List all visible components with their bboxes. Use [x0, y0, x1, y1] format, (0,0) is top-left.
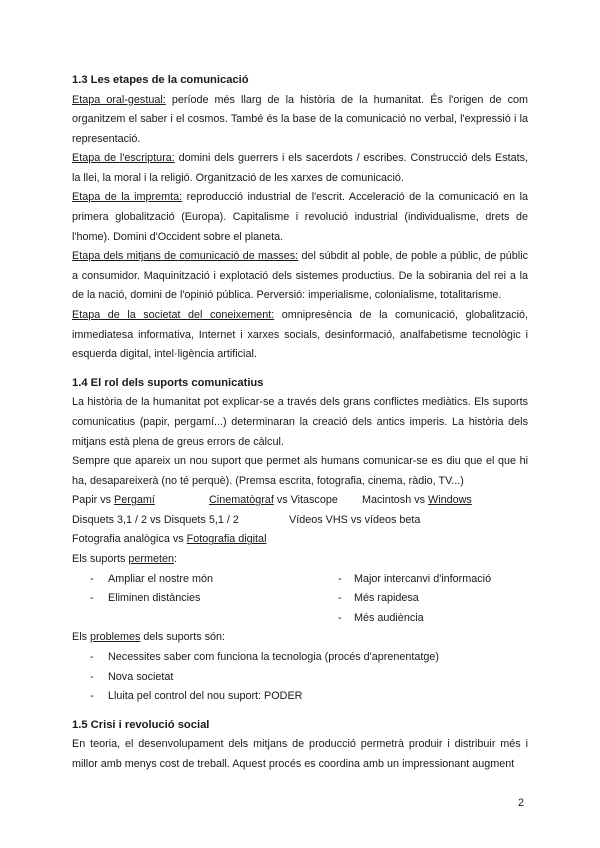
term-text: període més llarg de la història de la humanitat. És l'origen de com organitzem el saber i el cosmos. També és la base de la comunicació no verbal, l'expressió i la representació.: [72, 93, 528, 145]
list-item: [72, 609, 528, 629]
paragraph-oral-gestual: [72, 91, 528, 150]
list-item: [72, 570, 528, 590]
problem-item: Necessites saber com funciona la tecnologia (procés d'aprenentatge): [108, 651, 439, 664]
term-label: Etapa de la impremta:: [72, 191, 183, 204]
bullet-dash: -: [338, 592, 342, 605]
permeten-item-left: Eliminen distàncies: [108, 592, 201, 605]
section-heading-1-3: 1.3 Les etapes de la comunicació: [72, 74, 249, 86]
document-page: [72, 71, 528, 775]
list-item: [72, 648, 528, 668]
comparison-row-1: [72, 491, 528, 511]
term-label: Etapa de l'escriptura:: [72, 152, 175, 165]
paragraph-nou-suport: Sempre que apareix un nou suport que permet als humans comunicar-se es diu que el que hi ha, desapareixerà (no té perquè). (Premsa escrita, fotografia, cinema, ràdio, TV...): [72, 455, 528, 487]
section-heading-1-4: 1.4 El rol dels suports comunicatius: [72, 376, 264, 389]
term-label: Etapa dels mitjans de comunicació de masses:: [72, 250, 299, 263]
bullet-dash: -: [90, 572, 94, 585]
problemes-intro: Els problemes dels suports són:: [72, 631, 226, 644]
permeten-item-right: Més audiència: [354, 611, 424, 624]
term-text: del súbdit al poble, de poble a públic, de públic a consumidor. Maquinització i explotació dels sistemes productius. De la sobirania del rei a la de la nació, domini de l'opinió pública. Perversió: imperialisme, colonialisme, totalitarisme.: [72, 250, 528, 302]
comparison-row-3: [72, 530, 528, 550]
list-item: [72, 687, 528, 707]
problem-item: Nova societat: [108, 670, 174, 683]
bullet-dash: -: [90, 670, 94, 683]
comparison-fotografia: Fotografia analògica vs Fotografia digital: [72, 533, 267, 546]
comparison-papir: Papir vs Pergamí: [72, 494, 155, 507]
permeten-item-left: Ampliar el nostre món: [108, 572, 214, 585]
page-number: 2: [518, 797, 525, 809]
paragraph-societat-coneixement: [72, 306, 528, 365]
bullet-dash: -: [90, 690, 94, 703]
term-text: reproducció industrial de l'escrit. Acceleració de la comunicació en la primera globalització (Europa). Capitalisme i revolució industrial (individualisme, drets de l'home). Domini d'Occident sobre el planeta.: [72, 191, 528, 243]
bullet-dash: -: [338, 572, 342, 585]
paragraph-desenvolupament: En teoria, el desenvolupament dels mitjans de producció permetrà produir i distribuir més i millor amb menys cost de treball. Aquest procés es coordina amb un impressionant augment: [72, 738, 528, 770]
term-text: omnipresència de la comunicació, globalització, immediatesa informativa, Internet i xarxes socials, desinformació, analfabetisme tecnològic i esquerda digital, intel·ligència artificial.: [72, 309, 528, 361]
term-label: Etapa oral-gestual:: [72, 93, 166, 106]
bullet-dash: -: [90, 651, 94, 664]
term-text: domini dels guerrers i els sacerdots / escribes. Construcció dels Estats, la llei, la moral i la religió. Organització de les xarxes de comunicació.: [72, 152, 528, 184]
comparison-disquets: Disquets 3,1 / 2 vs Disquets 5,1 / 2: [72, 513, 239, 526]
problem-item: Lluita pel control del nou suport: PODER: [108, 690, 303, 703]
paragraph-historia-humanitat: La història de la humanitat pot explicar-se a través dels grans conflictes mediàtics. Els suports comunicatius (papir, pergamí...) determinaran la creació dels antics imperis. La història dels mitjans està plena de greus errors de càlcul.: [72, 396, 528, 448]
paragraph-escriptura: [72, 149, 528, 188]
comparison-macintosh: Macintosh vs Windows: [362, 494, 472, 507]
section-heading-1-5: 1.5 Crisi i revolució social: [72, 718, 210, 731]
paragraph-mitjans-masses: [72, 247, 528, 306]
comparison-videos: Vídeos VHS vs vídeos beta: [289, 513, 421, 526]
bullet-dash: -: [90, 592, 94, 605]
comparison-row-2: [72, 511, 528, 531]
list-item: [72, 668, 528, 688]
permeten-item-right: Més rapidesa: [354, 592, 419, 605]
permeten-intro: Els suports permeten:: [72, 553, 178, 566]
list-item: [72, 589, 528, 609]
comparison-cinematograf: Cinematògraf vs Vitascope: [209, 494, 338, 507]
permeten-item-right: Major intercanvi d'informació: [354, 572, 492, 585]
bullet-dash: -: [338, 611, 342, 624]
term-label: Etapa de la societat del coneixement:: [72, 309, 275, 322]
paragraph-impremta: [72, 188, 528, 247]
